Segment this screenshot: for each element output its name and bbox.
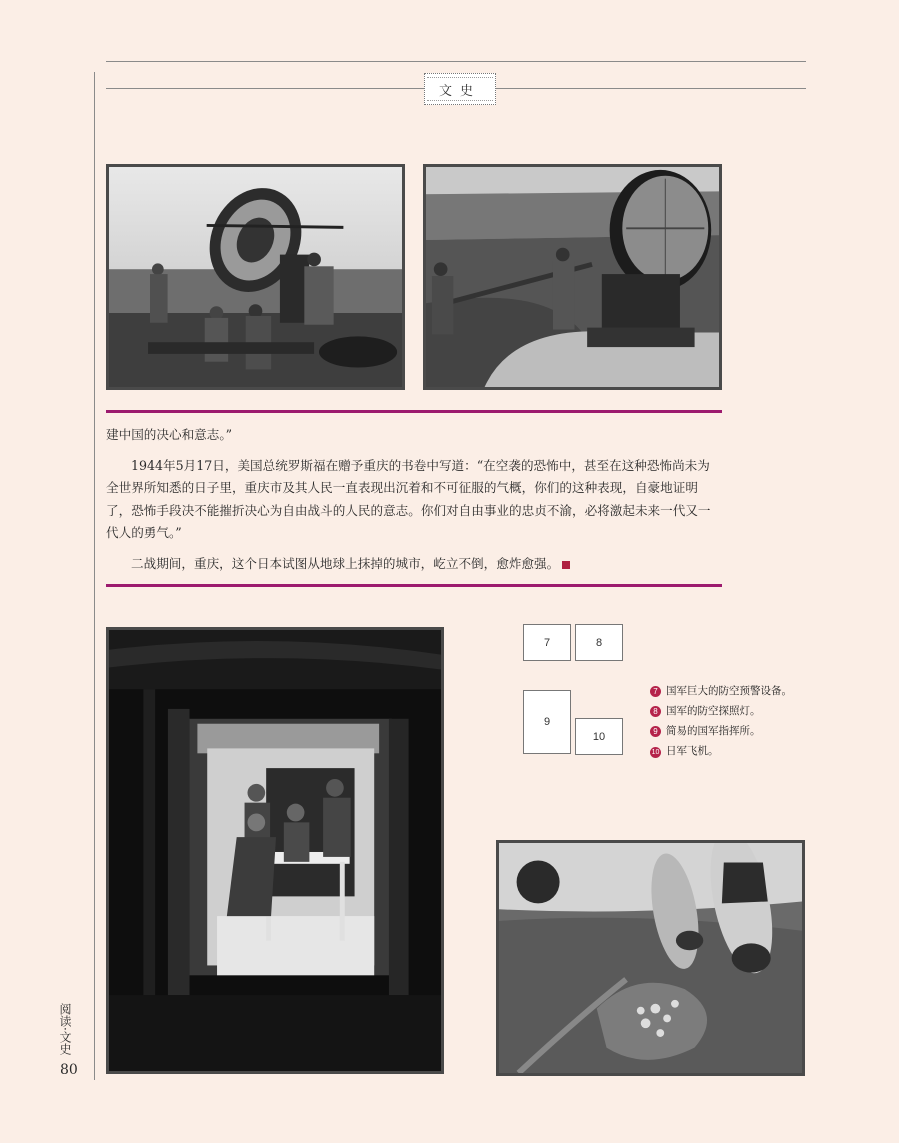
- caption-10-number: 10: [651, 749, 660, 756]
- caption-10: [650, 745, 719, 758]
- layout-key-box-7: 7: [523, 624, 571, 661]
- photo-7-air-defense-equipment: [106, 164, 405, 390]
- page-number: 80: [60, 1062, 78, 1078]
- caption-8-text: 国军的防空探照灯。: [666, 705, 761, 717]
- caption-9-number: 9: [650, 726, 661, 737]
- paragraph-3: [106, 553, 722, 576]
- photo-7-image: [109, 167, 402, 387]
- layout-key-box-8: 8: [575, 624, 623, 661]
- article-text: [106, 424, 722, 575]
- magazine-name: 阅读·文史: [58, 1003, 72, 1055]
- caption-9: [650, 725, 761, 738]
- photo-8-image: [426, 167, 719, 387]
- caption-8-number: 8: [650, 706, 661, 717]
- photo-8-searchlight: [423, 164, 722, 390]
- paragraph-2: 1944年5月17日，美国总统罗斯福在赠予重庆的书卷中写道：“在空袭的恐怖中，甚至在这种恐怖尚未为全世界所知悉的日子里，重庆市及其人民一直表现出沉着和不可征服的气概，你们的这种表现，自豪地证明了，恐怖手段决不能摧折决心为自由战斗的人民的意志。你们对自由事业的忠贞不渝，必将激起未来一代又一代人的勇气。”: [106, 457, 711, 540]
- header-mid-rule-right: [495, 88, 806, 89]
- caption-9-text: 简易的国军指挥所。: [666, 725, 761, 737]
- photo-9-command-post: [106, 627, 444, 1074]
- section-badge: [424, 73, 496, 105]
- layout-key-box-10: 10: [575, 718, 623, 755]
- layout-key-box-9: 9: [523, 690, 571, 754]
- left-margin-rule: [94, 72, 95, 1080]
- photo-9-image: [109, 630, 441, 1071]
- text-bottom-rule: [106, 584, 722, 587]
- header-mid-rule-left: [106, 88, 424, 89]
- end-mark-icon: [562, 561, 570, 569]
- section-badge-label: 文史: [438, 83, 481, 99]
- text-top-rule: [106, 410, 722, 413]
- header-top-rule: [106, 61, 806, 62]
- caption-7: [650, 685, 792, 698]
- caption-8: [650, 705, 761, 718]
- paragraph-3-text: 二战期间，重庆，这个日本试图从地球上抹掉的城市，屹立不倒，愈炸愈强。: [131, 555, 560, 571]
- photo-10-japanese-aircraft: [496, 840, 805, 1076]
- caption-7-text: 国军巨大的防空预警设备。: [666, 685, 792, 697]
- caption-10-text: 日军飞机。: [666, 745, 719, 757]
- caption-7-number: 7: [650, 686, 661, 697]
- paragraph-1: 建中国的决心和意志。”: [106, 427, 233, 442]
- photo-10-image: [499, 843, 802, 1073]
